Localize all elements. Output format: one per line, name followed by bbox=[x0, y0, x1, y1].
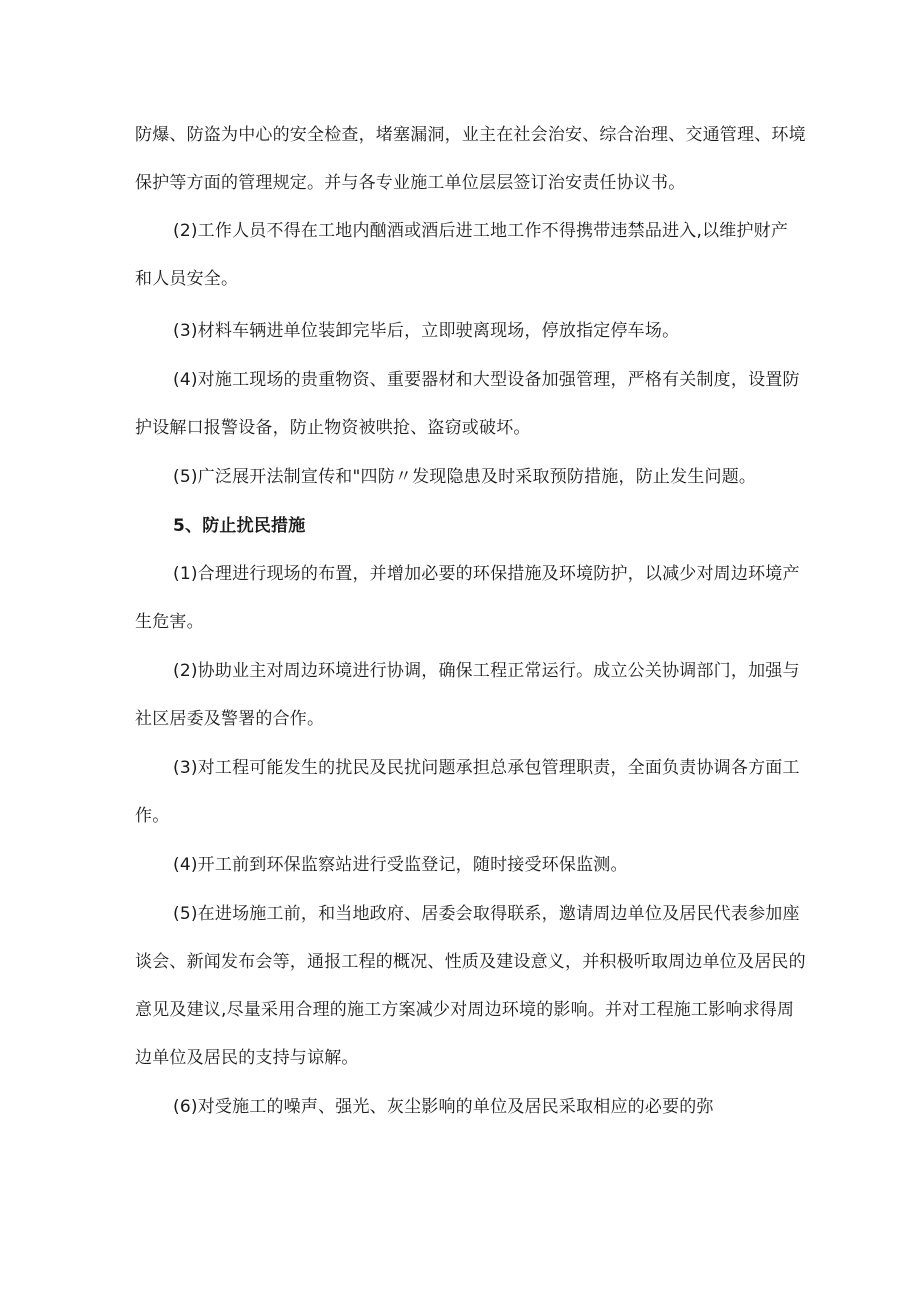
list-item-text: (5)广泛展开法制宣传和"四防〃发现隐患及时采取预防措施，防止发生问题。 bbox=[173, 467, 757, 487]
list-item-text: 和人员安全。 bbox=[135, 269, 239, 289]
list-item-text: 谈会、新闻发布会等，通报工程的概况、性质及建设意义，并积极听取周边单位及居民的 bbox=[135, 952, 806, 972]
list-item-text: 边单位及居民的支持与谅解。 bbox=[135, 1048, 359, 1068]
list-item-text: (3)材料车辆进单位装卸完毕后，立即驶离现场，停放指定停车场。 bbox=[173, 321, 680, 341]
section-heading: 5、防止扰民措施 bbox=[173, 516, 306, 536]
text-line: 防爆、防盗为中心的安全检查，堵塞漏洞，业主在社会治安、综合治理、交通管理、环境 bbox=[135, 125, 806, 145]
list-item-text: (2)工作人员不得在工地内酗酒或酒后进工地工作不得携带违禁品进入,以维护财产 bbox=[173, 221, 789, 241]
list-item-text: (4)对施工现场的贵重物资、重要器材和大型设备加强管理，严格有关制度，设置防 bbox=[173, 370, 800, 390]
list-item-text: (6)对受施工的噪声、强光、灰尘影响的单位及居民采取相应的必要的弥 bbox=[173, 1097, 714, 1117]
list-item-text: (2)协助业主对周边环境进行协调，确保工程正常运行。成立公关协调部门，加强与 bbox=[173, 661, 800, 681]
list-item-text: 生危害。 bbox=[135, 612, 204, 632]
list-item-text: 作。 bbox=[135, 806, 170, 826]
list-item-text: (1)合理进行现场的布置，并增加必要的环保措施及环境防护，以减少对周边环境产 bbox=[173, 564, 800, 584]
text-line: 保护等方面的管理规定。并与各专业施工单位层层签订治安责任协议书。 bbox=[135, 173, 686, 193]
list-item-text: (4)开工前到环保监察站进行受监登记，随时接受环保监测。 bbox=[173, 855, 628, 875]
list-item-text: (5)在进场施工前，和当地政府、居委会取得联系，邀请周边单位及居民代表参加座 bbox=[173, 904, 800, 924]
list-item-text: (3)对工程可能发生的扰民及民扰问题承担总承包管理职责，全面负责协调各方面工 bbox=[173, 758, 800, 778]
list-item-text: 社区居委及警署的合作。 bbox=[135, 709, 325, 729]
list-item-text: 护设解口报警设备，防止物资被哄抢、盗窃或破坏。 bbox=[135, 418, 531, 438]
list-item-text: 意见及建议,尽量采用合理的施工方案减少对周边环境的影响。并对工程施工影响求得周 bbox=[135, 1000, 795, 1020]
